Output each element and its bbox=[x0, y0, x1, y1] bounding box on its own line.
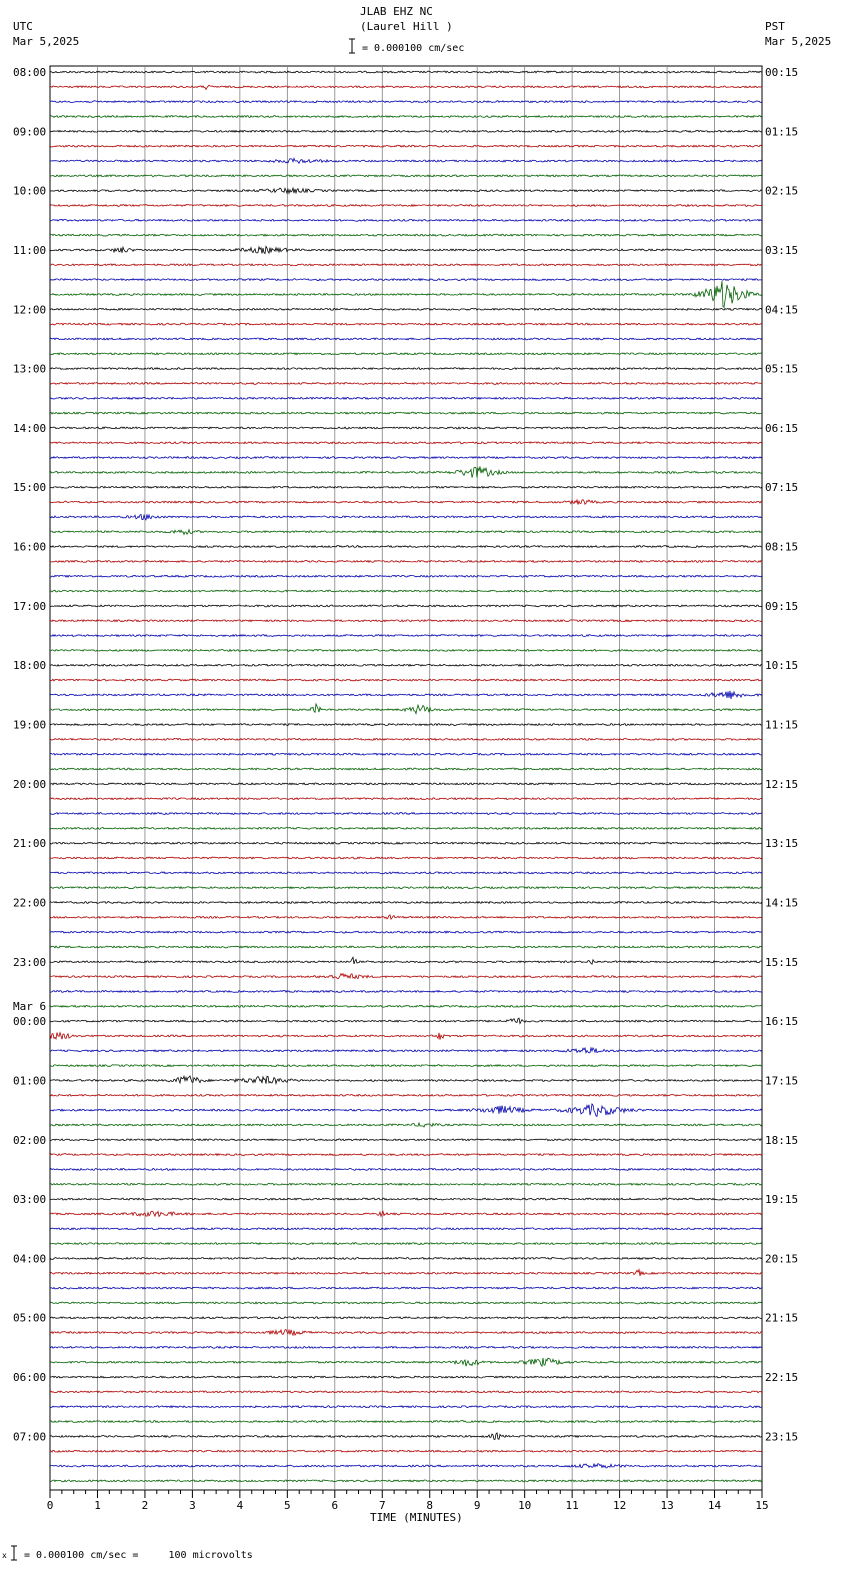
pst-hour-label: 02:15 bbox=[765, 184, 799, 198]
x-tick-label: 9 bbox=[473, 1499, 481, 1512]
seismic-trace bbox=[50, 635, 762, 637]
x-axis bbox=[47, 1490, 769, 1512]
x-tick-label: 1 bbox=[94, 1499, 101, 1512]
seismic-trace bbox=[50, 116, 762, 118]
seismic-trace bbox=[50, 827, 762, 829]
pst-hour-label: 20:15 bbox=[765, 1252, 799, 1266]
pst-hour-label: 10:15 bbox=[765, 659, 799, 673]
utc-hour-label: 04:00 bbox=[13, 1252, 47, 1266]
x-tick-label: 4 bbox=[236, 1499, 244, 1512]
utc-hour-label: 16:00 bbox=[13, 540, 47, 554]
seismic-trace bbox=[50, 1094, 762, 1096]
utc-hour-label: 01:00 bbox=[13, 1074, 47, 1088]
seismic-trace bbox=[50, 1169, 762, 1171]
utc-hour-label: 20:00 bbox=[13, 777, 47, 791]
seismic-trace bbox=[50, 546, 762, 548]
utc-hour-label: 21:00 bbox=[13, 837, 47, 851]
seismic-trace bbox=[50, 1183, 762, 1185]
pst-hour-label: 06:15 bbox=[765, 421, 799, 435]
pst-hour-label: 16:15 bbox=[765, 1015, 799, 1029]
pst-hour-label: 09:15 bbox=[765, 599, 799, 613]
seismic-trace bbox=[50, 234, 762, 236]
seismic-trace bbox=[50, 650, 762, 652]
seismic-trace bbox=[50, 466, 762, 477]
pst-hour-label: 23:15 bbox=[765, 1430, 799, 1444]
pst-hour-label: 04:15 bbox=[765, 303, 799, 317]
seismic-trace bbox=[50, 915, 762, 919]
pst-hour-label: 13:15 bbox=[765, 837, 799, 851]
pst-hour-label: 05:15 bbox=[765, 362, 799, 376]
seismic-trace bbox=[50, 205, 762, 207]
svg-text:x: x bbox=[2, 1551, 7, 1560]
seismic-trace bbox=[50, 872, 762, 874]
utc-hour-label: 23:00 bbox=[13, 955, 47, 969]
pst-hour-label: 00:15 bbox=[765, 66, 799, 79]
seismic-trace bbox=[50, 1104, 762, 1116]
seismic-trace bbox=[50, 783, 762, 785]
seismic-trace bbox=[50, 1005, 762, 1007]
x-tick-label: 10 bbox=[518, 1499, 532, 1512]
trace-group bbox=[50, 71, 762, 1482]
seismic-trace bbox=[50, 753, 762, 755]
utc-hour-label: 05:00 bbox=[13, 1311, 47, 1325]
utc-hour-label: 13:00 bbox=[13, 362, 47, 376]
seismic-trace bbox=[50, 281, 762, 307]
seismic-trace bbox=[50, 130, 762, 132]
seismic-trace bbox=[50, 1065, 762, 1067]
seismic-trace bbox=[50, 798, 762, 800]
utc-hour-label: 12:00 bbox=[13, 303, 47, 317]
seismic-trace bbox=[50, 957, 762, 964]
seismic-trace bbox=[50, 442, 762, 444]
seismic-trace bbox=[50, 1211, 762, 1216]
utc-hour-labels bbox=[13, 66, 46, 1443]
seismic-trace bbox=[50, 1330, 762, 1336]
seismic-trace bbox=[50, 338, 762, 340]
seismic-trace bbox=[50, 739, 762, 741]
seismic-trace bbox=[50, 427, 762, 429]
x-tick-label: 7 bbox=[378, 1499, 386, 1512]
seismic-trace bbox=[50, 264, 762, 266]
seismic-trace bbox=[50, 902, 762, 904]
x-tick-label: 5 bbox=[283, 1499, 291, 1512]
seismic-trace bbox=[50, 308, 762, 310]
seismic-trace bbox=[50, 188, 762, 193]
seismic-trace bbox=[50, 974, 762, 979]
utc-hour-label: 18:00 bbox=[13, 659, 47, 673]
seismic-trace bbox=[50, 1198, 762, 1200]
seismic-trace bbox=[50, 1433, 762, 1440]
seismic-trace bbox=[50, 813, 762, 815]
pst-hour-label: 12:15 bbox=[765, 777, 799, 791]
seismic-trace bbox=[50, 704, 762, 714]
seismic-trace bbox=[50, 1154, 762, 1156]
footer-scale-indicator bbox=[2, 1546, 17, 1560]
seismic-trace bbox=[50, 1243, 762, 1245]
pst-hour-label: 22:15 bbox=[765, 1371, 799, 1384]
seismic-trace bbox=[50, 561, 762, 563]
seismic-trace bbox=[50, 1317, 762, 1319]
utc-hour-label: 10:00 bbox=[13, 184, 47, 198]
x-tick-label: 3 bbox=[189, 1499, 196, 1512]
seismic-trace bbox=[50, 1139, 762, 1141]
x-tick-label: 13 bbox=[660, 1499, 674, 1512]
seismic-trace bbox=[50, 279, 762, 281]
seismic-trace bbox=[50, 412, 762, 414]
utc-hour-label: 19:00 bbox=[13, 718, 47, 732]
seismic-trace bbox=[50, 991, 762, 993]
seismic-trace bbox=[50, 664, 762, 666]
seismic-trace bbox=[50, 1358, 762, 1366]
scale-label: = 0.000100 cm/sec bbox=[362, 43, 465, 54]
utc-hour-label: 11:00 bbox=[13, 244, 47, 257]
utc-hour-label: 09:00 bbox=[13, 125, 47, 139]
seismic-trace bbox=[50, 887, 762, 889]
utc-hour-label: 00:00 bbox=[13, 1015, 47, 1029]
day-change-label: Mar 6 bbox=[13, 1000, 47, 1014]
utc-hour-label: 22:00 bbox=[13, 896, 47, 910]
pst-hour-label: 01:15 bbox=[765, 125, 799, 139]
pst-hour-label: 15:15 bbox=[765, 955, 799, 969]
x-tick-label: 11 bbox=[565, 1499, 579, 1512]
x-tick-label: 0 bbox=[46, 1499, 54, 1512]
seismic-trace bbox=[50, 514, 762, 519]
seismic-trace bbox=[50, 323, 762, 325]
seismic-trace bbox=[50, 383, 762, 385]
seismic-trace bbox=[50, 1287, 762, 1289]
left-timezone: UTC bbox=[13, 20, 33, 33]
pst-hour-label: 11:15 bbox=[765, 718, 799, 732]
seismic-trace bbox=[50, 1270, 762, 1276]
right-date: Mar 5,2025 bbox=[765, 35, 832, 48]
seismic-trace bbox=[50, 1347, 762, 1349]
seismic-trace bbox=[50, 1406, 762, 1408]
seismic-trace bbox=[50, 71, 762, 73]
station-location: (Laurel Hill ) bbox=[360, 20, 453, 33]
seismic-trace bbox=[50, 175, 762, 177]
pst-hour-label: 14:15 bbox=[765, 896, 799, 910]
seismic-trace bbox=[50, 1450, 762, 1452]
seismic-trace bbox=[50, 158, 762, 163]
pst-hour-label: 18:15 bbox=[765, 1133, 799, 1147]
seismic-trace bbox=[50, 842, 762, 844]
x-tick-label: 6 bbox=[331, 1499, 339, 1512]
seismic-trace bbox=[50, 101, 762, 103]
seismic-trace bbox=[50, 1018, 762, 1023]
seismic-trace bbox=[50, 247, 762, 254]
seismic-trace bbox=[50, 457, 762, 459]
pst-hour-label: 03:15 bbox=[765, 244, 799, 257]
pst-hour-labels bbox=[765, 66, 798, 1443]
pst-hour-label: 21:15 bbox=[765, 1311, 799, 1325]
seismic-trace bbox=[50, 145, 762, 147]
seismic-trace bbox=[50, 1048, 762, 1053]
seismic-trace bbox=[50, 1123, 762, 1127]
seismic-trace bbox=[50, 1480, 762, 1482]
x-tick-label: 15 bbox=[755, 1499, 769, 1512]
seismic-trace bbox=[50, 857, 762, 859]
seismic-trace bbox=[50, 1228, 762, 1230]
seismic-trace bbox=[50, 397, 762, 399]
seismic-trace bbox=[50, 768, 762, 770]
x-tick-label: 14 bbox=[707, 1499, 722, 1512]
left-date: Mar 5,2025 bbox=[13, 35, 80, 48]
seismic-trace bbox=[50, 500, 762, 505]
seismic-trace bbox=[50, 605, 762, 607]
utc-hour-label: 02:00 bbox=[13, 1133, 47, 1147]
seismic-trace bbox=[50, 353, 762, 355]
seismic-trace bbox=[50, 1464, 762, 1468]
seismic-trace bbox=[50, 1391, 762, 1393]
seismic-trace bbox=[50, 219, 762, 221]
pst-hour-label: 19:15 bbox=[765, 1193, 799, 1207]
scale-indicator bbox=[349, 39, 355, 53]
seismic-trace bbox=[50, 946, 762, 948]
seismic-trace bbox=[50, 1076, 762, 1084]
utc-hour-label: 06:00 bbox=[13, 1371, 47, 1384]
seismic-trace bbox=[50, 620, 762, 622]
pst-hour-label: 07:15 bbox=[765, 481, 799, 495]
right-timezone: PST bbox=[765, 20, 785, 33]
utc-hour-label: 15:00 bbox=[13, 481, 47, 495]
seismic-trace bbox=[50, 691, 762, 699]
seismic-trace bbox=[50, 368, 762, 370]
seismic-trace bbox=[50, 575, 762, 577]
footer-scale-text: = 0.000100 cm/sec = 100 microvolts bbox=[24, 1550, 253, 1561]
x-axis-label: TIME (MINUTES) bbox=[370, 1511, 463, 1524]
seismic-trace bbox=[50, 1033, 762, 1040]
seismic-trace bbox=[50, 486, 762, 488]
x-tick-label: 8 bbox=[426, 1499, 434, 1512]
seismic-trace bbox=[50, 590, 762, 592]
seismic-trace bbox=[50, 85, 762, 89]
seismic-trace bbox=[50, 724, 762, 726]
utc-hour-label: 03:00 bbox=[13, 1193, 47, 1207]
pst-hour-label: 17:15 bbox=[765, 1074, 799, 1088]
seismic-trace bbox=[50, 1421, 762, 1423]
utc-hour-label: 14:00 bbox=[13, 421, 47, 435]
seismic-trace bbox=[50, 931, 762, 933]
x-tick-label: 12 bbox=[612, 1499, 627, 1512]
seismic-trace bbox=[50, 1376, 762, 1378]
station-title: JLAB EHZ NC bbox=[360, 5, 433, 18]
utc-hour-label: 17:00 bbox=[13, 599, 47, 613]
utc-hour-label: 08:00 bbox=[13, 66, 47, 79]
seismic-trace bbox=[50, 1302, 762, 1304]
seismic-trace bbox=[50, 1258, 762, 1260]
pst-hour-label: 08:15 bbox=[765, 540, 799, 554]
x-tick-label: 2 bbox=[141, 1499, 149, 1512]
seismic-trace bbox=[50, 530, 762, 535]
seismic-trace bbox=[50, 679, 762, 681]
utc-hour-label: 07:00 bbox=[13, 1430, 47, 1444]
